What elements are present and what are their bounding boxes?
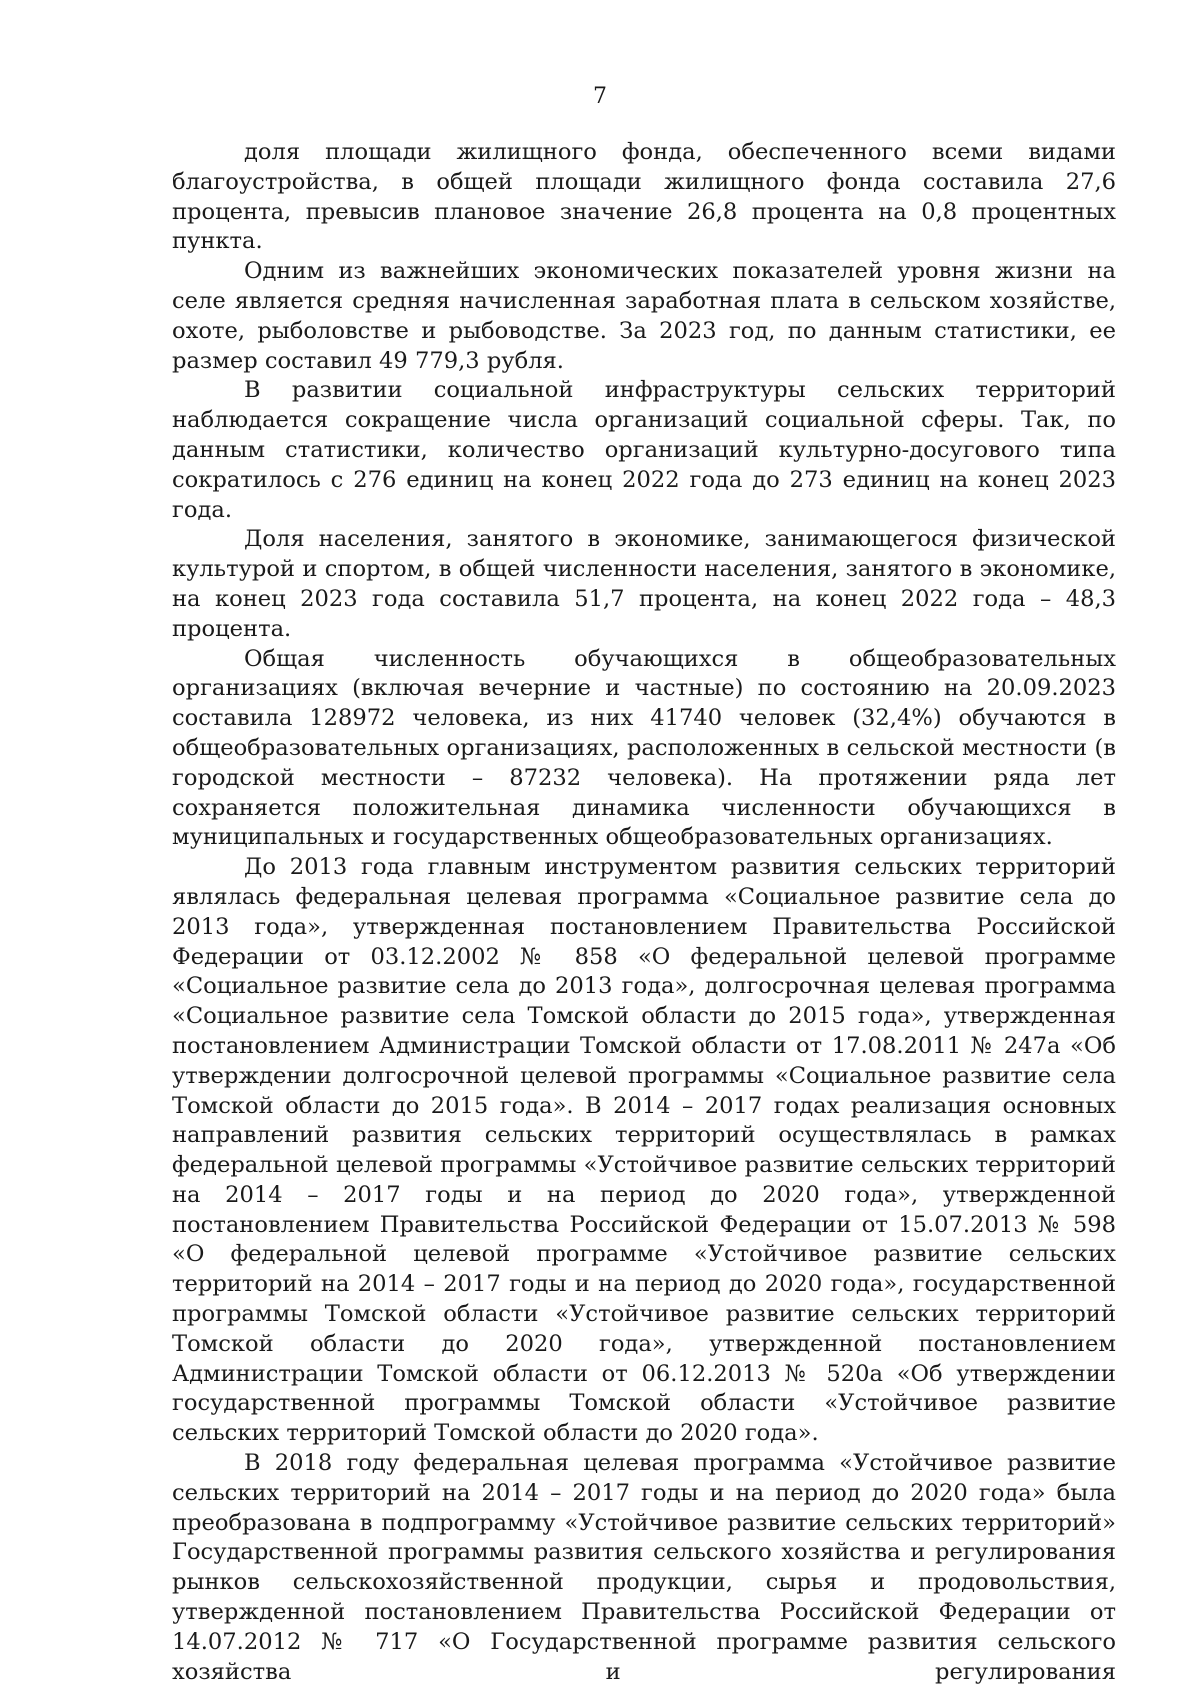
paragraph-programs-history: До 2013 года главным инструментом развития сельских территорий являлась федеральная целевая программа «Социальное развитие села до 2013 года», утвержденная постановлением Правительства Российской Федерации от 03.12.2002 № 858 «О федеральной целевой программе «Социальное развитие села до 2013 года», долгосрочная целевая программа «Социальное развитие села Томской области до 2015 года», утвержденная постановлением Администрации Томской области от 17.08.2011 № 247а «Об утверждении долгосрочной целевой программы «Социальное развитие села Томской области до 2015 года». В 2014 – 2017 годах реализация основных направлений развития сельских территорий осуществлялась в рамках федеральной целевой программы «Устойчивое развитие сельских территорий на 2014 – 2017 годы и на период до 2020 года», утвержденной постановлением Правительства Российской Федерации от 15.07.2013 № 598 «О федеральной целевой программе «Устойчивое развитие сельских территорий на 2014 – 2017 годы и на период до 2020 года», государственной программы Томской области «Устойчивое развитие сельских территорий Томской области до 2020 года», утвержденной постановлением Администрации Томской области от 06.12.2013 № 520а «Об утверждении государственной программы Томской области «Устойчивое развитие сельских территорий Томской области до 2020 года». — [172, 854, 1116, 1447]
paragraph-social-infrastructure: В развитии социальной инфраструктуры сельских территорий наблюдается сокращение числа организаций социальной сферы. Так, по данным статистики, количество организаций культурно-досугового типа сократилось с 276 единиц на конец 2022 года до 273 единиц на конец 2023 года. — [172, 377, 1116, 523]
paragraph-housing-amenities: доля площади жилищного фонда, обеспеченного всеми видами благоустройства, в общей площади жилищного фонда составила 27,6 процента, превысив плановое значение 26,8 процента на 0,8 процентных пункта. — [172, 139, 1116, 255]
paragraph-average-salary: Одним из важнейших экономических показателей уровня жизни на селе является средняя начисленная заработная плата в сельском хозяйстве, охоте, рыболовстве и рыбоводстве. За 2023 год, по данным статистики, ее размер составил 49 779,3 рубля. — [172, 258, 1116, 374]
page-number: 7 — [593, 84, 607, 109]
paragraph-sports-share: Доля населения, занятого в экономике, занимающегося физической культурой и спортом, в общей численности населения, занятого в экономике, на конец 2023 года составила 51,7 процента, на конец 2022 года – 48,3 процента. — [172, 526, 1116, 642]
paragraph-2018-program: В 2018 году федеральная целевая программа «Устойчивое развитие сельских территорий на 2014 – 2017 годы и на период до 2020 года» была преобразована в подпрограмму «Устойчивое развитие сельских территорий» Государственной программы развития сельского хозяйства и регулирования рынков сельскохозяйственной продукции, сырья и продовольствия, утвержденной постановлением Правительства Российской Федерации от 14.07.2012 № 717 «О Государственной программе развития сельского хозяйства и регулирования — [172, 1450, 1116, 1685]
document-body — [172, 138, 1116, 1687]
paragraph-students-count: Общая численность обучающихся в общеобразовательных организациях (включая вечерние и частные) по состоянию на 20.09.2023 составила 128972 человека, из них 41740 человек (32,4%) обучаются в общеобразовательных организациях, расположенных в сельской местности (в городской местности – 87232 человека). На протяжении ряда лет сохраняется положительная динамика численности обучающихся в муниципальных и государственных общеобразовательных организациях. — [172, 645, 1116, 851]
